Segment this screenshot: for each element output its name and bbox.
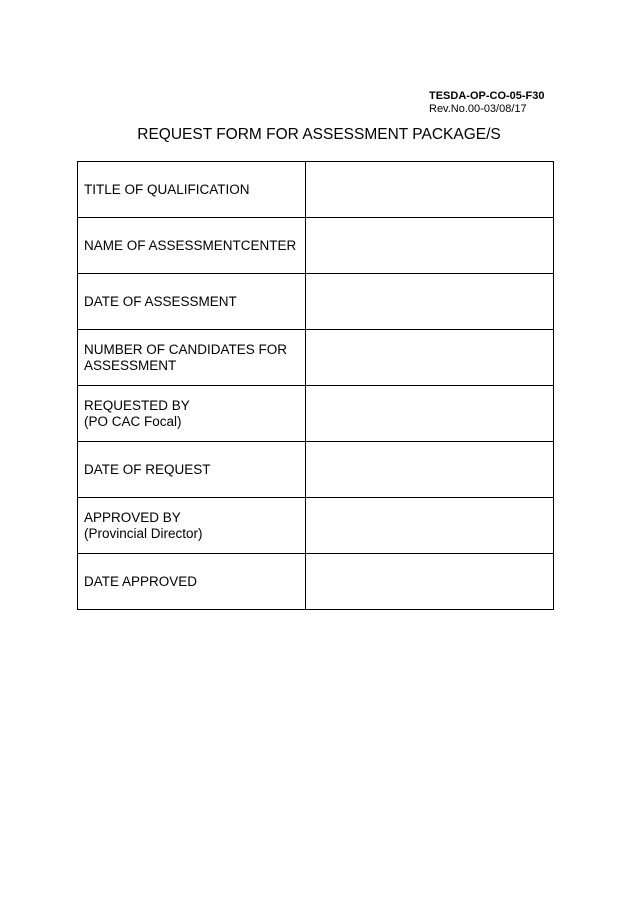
- field-label-name-of-assessment-center: [78, 218, 306, 274]
- form-row-date-of-assessment: [78, 274, 554, 330]
- field-label-title-of-qualification: [78, 162, 306, 218]
- field-label-requested-by: [78, 386, 306, 442]
- field-label-approved-by: [78, 498, 306, 554]
- field-value-date-approved[interactable]: [306, 554, 554, 610]
- form-row-approved-by: [78, 498, 554, 554]
- field-value-name-of-assessment-center[interactable]: [306, 218, 554, 274]
- revision-number: Rev.No.00-03/08/17: [429, 103, 527, 115]
- label-line: NUMBER OF CANDIDATES FOR: [84, 341, 288, 357]
- label-line: APPROVED BY: [84, 509, 181, 525]
- label-line: (PO CAC Focal): [84, 413, 182, 429]
- field-label-number-of-candidates: [78, 330, 306, 386]
- label-line: TITLE OF QUALIFICATION: [84, 181, 250, 197]
- field-value-number-of-candidates[interactable]: [306, 330, 554, 386]
- label-line: NAME OF ASSESSMENTCENTER: [84, 237, 297, 253]
- field-value-date-of-request[interactable]: [306, 442, 554, 498]
- label-line: DATE OF ASSESSMENT: [84, 293, 237, 309]
- label-line: REQUESTED BY: [84, 397, 190, 413]
- label-line: (Provincial Director): [84, 525, 203, 541]
- form-row-name-of-assessment-center: [78, 218, 554, 274]
- form-title: REQUEST FORM FOR ASSESSMENT PACKAGE/S: [137, 126, 501, 143]
- label-line: DATE APPROVED: [84, 573, 198, 589]
- field-label-date-approved: [78, 554, 306, 610]
- field-value-title-of-qualification[interactable]: [306, 162, 554, 218]
- field-value-date-of-assessment[interactable]: [306, 274, 554, 330]
- label-line: DATE OF REQUEST: [84, 461, 211, 477]
- field-label-date-of-request: [78, 442, 306, 498]
- request-form-table: [77, 161, 554, 610]
- form-row-date-of-request: [78, 442, 554, 498]
- form-row-number-of-candidates: [78, 330, 554, 386]
- form-row-requested-by: [78, 386, 554, 442]
- form-row-title-of-qualification: [78, 162, 554, 218]
- form-row-date-approved: [78, 554, 554, 610]
- document-code: TESDA-OP-CO-05-F30: [429, 90, 545, 102]
- field-value-requested-by[interactable]: [306, 386, 554, 442]
- label-line: ASSESSMENT: [84, 357, 177, 373]
- field-value-approved-by[interactable]: [306, 498, 554, 554]
- field-label-date-of-assessment: [78, 274, 306, 330]
